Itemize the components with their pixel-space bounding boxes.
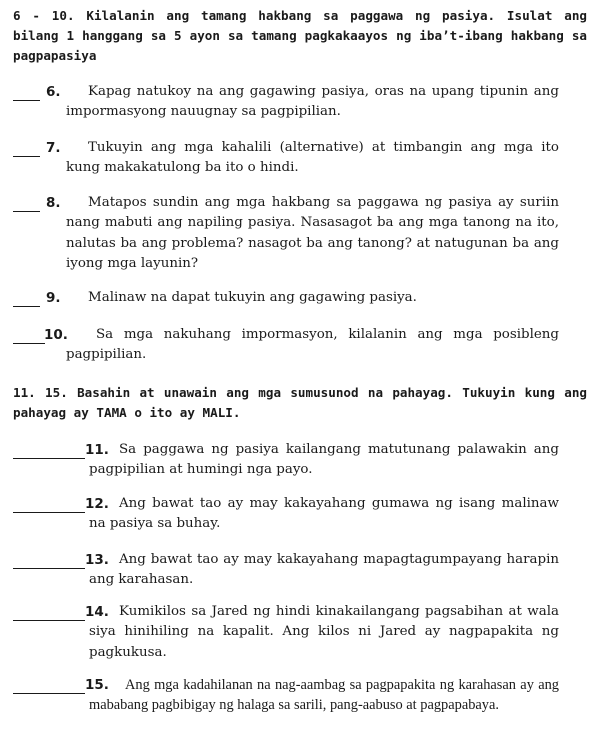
item-text: Kumikilos sa Jared ng hindi kinakailangang pagsabihan at wala siya hinihiling na kapalit. Ang kilos ni Jared ay nagpapakita ng pagkukusa.: [89, 604, 559, 660]
item-text: Tukuyin ang mga kahalili (alternative) at timbangin ang mga ito kung makakatulong ba ito o hindi.: [66, 140, 559, 176]
section2-instruction: 11. 15. Basahin at unawain ang mga sumusunod na pahayag. Tukuyin kung ang pahayag ay TAMA o ito ay MALI.: [13, 385, 587, 420]
answer-blank[interactable]: [13, 675, 85, 694]
answer-blank[interactable]: [13, 288, 40, 307]
answer-blank[interactable]: [13, 550, 85, 569]
item-number: 13.: [85, 552, 109, 568]
answer-blank[interactable]: [13, 602, 85, 621]
answer-blank[interactable]: [13, 325, 45, 344]
item-number: 12.: [85, 496, 109, 512]
item-number: 15.: [85, 677, 109, 693]
answer-blank[interactable]: [13, 494, 85, 513]
answer-blank[interactable]: [13, 440, 85, 459]
item-text: Kapag natukoy na ang gagawing pasiya, oras na upang tipunin ang impormasyong nauugnay sa pagpipilian.: [66, 84, 559, 120]
item-number: 6.: [46, 84, 61, 100]
item-text: Sa paggawa ng pasiya kailangang matutunang palawakin ang pagpipilian at humingi nga payo.: [89, 442, 559, 478]
item-number: 11.: [85, 442, 109, 458]
answer-blank[interactable]: [13, 193, 40, 212]
item-number: 7.: [46, 140, 61, 156]
item-text: Ang bawat tao ay may kakayahang mapagtagumpayang harapin ang karahasan.: [89, 552, 559, 588]
item-text: Ang mga kadahilanan na nag-aambag sa pagpapakita ng karahasan ay ang mababang pagbibigay ng halaga sa sarili, pang-aabuso at pagpapabaya.: [89, 677, 559, 714]
item-text: Sa mga nakuhang impormasyon, kilalanin ang mga posibleng pagpipilian.: [66, 327, 559, 363]
item-number: 9.: [46, 290, 61, 306]
item-text: Ang bawat tao ay may kakayahang gumawa ng isang malinaw na pasiya sa buhay.: [89, 496, 559, 532]
item-text: Malinaw na dapat tukuyin ang gagawing pasiya.: [88, 290, 417, 305]
item-text: Matapos sundin ang mga hakbang sa paggawa ng pasiya ay suriin nang mabuti ang napiling pasiya. Nasasagot ba ang mga tanong na ito, nalutas ba ang problema? nasagot ba ang tanong? at natugunan ba ang iyong mga layunin?: [66, 195, 559, 271]
item-number: 8.: [46, 195, 61, 211]
item-number: 10.: [44, 327, 68, 343]
answer-blank[interactable]: [13, 82, 40, 101]
answer-blank[interactable]: [13, 138, 40, 157]
section1-instruction: 6 - 10. Kilalanin ang tamang hakbang sa paggawa ng pasiya. Isulat ang bilang 1 hanggang sa 5 ayon sa tamang pagkakaayos ng iba’t-ibang hakbang sa pagpapasiya: [13, 8, 587, 63]
item-number: 14.: [85, 604, 109, 620]
